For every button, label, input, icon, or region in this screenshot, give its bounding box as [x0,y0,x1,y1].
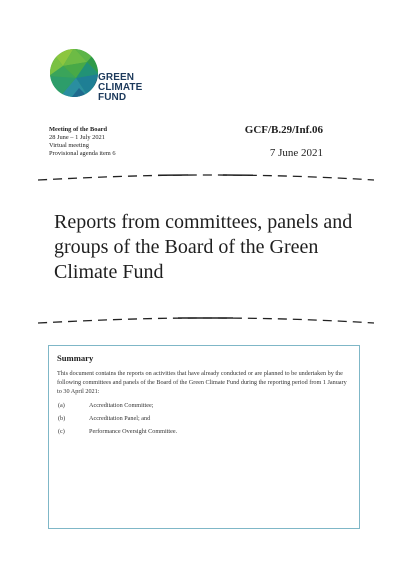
divider-bottom [38,315,374,325]
list-item [57,412,351,425]
meeting-info [49,126,116,158]
meeting-format: Virtual meeting [49,142,89,149]
document-date: 7 June 2021 [269,147,323,159]
list-item [57,425,351,438]
gcf-logo [49,48,149,108]
meeting-title: Meeting of the Board [49,126,108,133]
list-item-text: Accreditation Committee; [89,402,154,409]
globe-logo-icon [49,48,99,98]
logo-line-fund: FUND [98,92,127,103]
summary-list [57,399,351,438]
list-item-text: Performance Oversight Committee. [89,428,178,435]
summary-body: This document contains the reports on activities that have already conducted or are planned to be undertaken by the following committees and panels of the Board of the Green Climate Fund during the reporting period from 1 January to 30 April 2021: [57,370,347,395]
logo-wordmark [98,73,142,103]
summary-box [48,345,360,529]
list-item [57,399,351,412]
logo-line-green: GREEN [98,72,135,83]
document-reference: GCF/B.29/Inf.06 [244,124,323,136]
list-item-marker: (a) [58,402,65,409]
document-title: Reports from committees, panels and groups of the Board of the Green Climate Fund [54,211,353,283]
list-item-marker: (c) [58,428,65,435]
meeting-agenda-item: Provisional agenda item 6 [49,150,116,157]
logo-line-climate: CLIMATE [98,82,143,93]
summary-heading: Summary [57,353,94,363]
list-item-marker: (b) [58,415,66,422]
divider-top [38,172,374,182]
meeting-dates: 28 June – 1 July 2021 [49,134,105,141]
list-item-text: Accreditation Panel; and [89,415,151,422]
